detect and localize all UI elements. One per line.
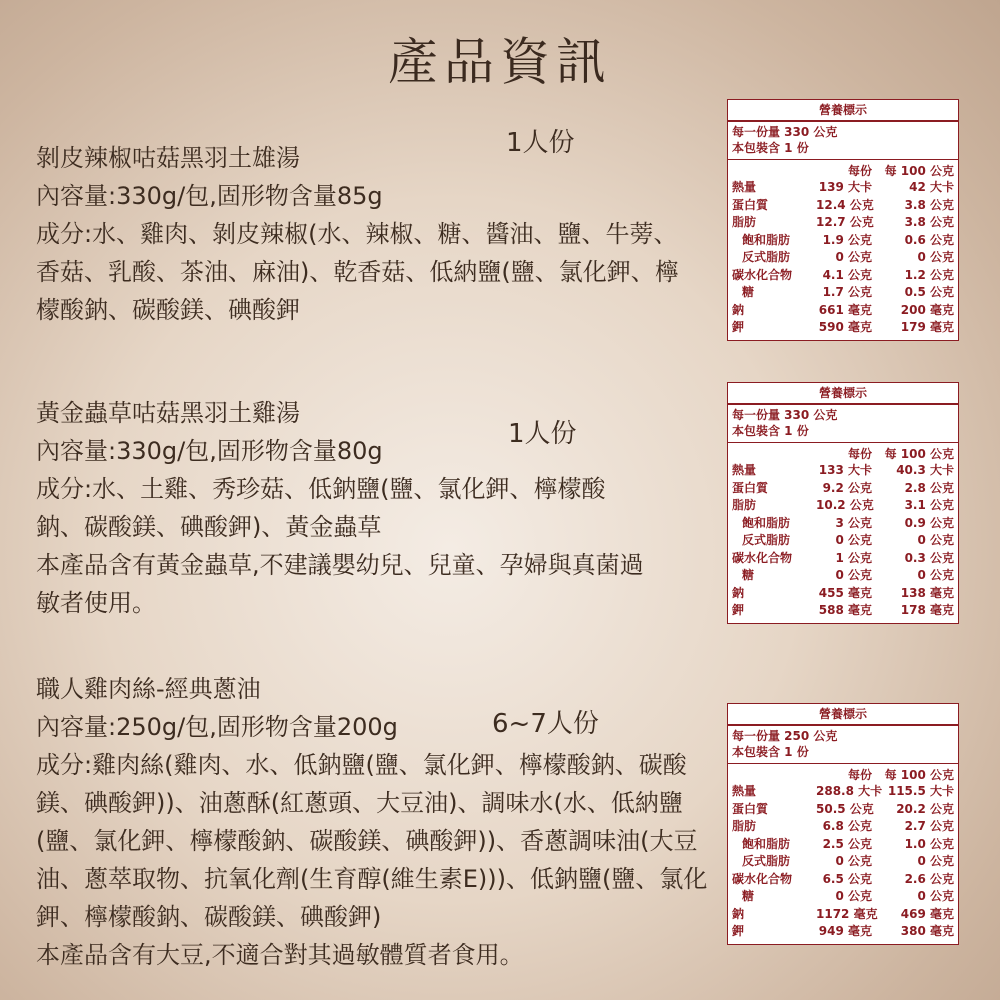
value-per-serving: 12.4 公克 xyxy=(816,197,874,212)
nutrition-row xyxy=(728,567,958,585)
product-ingredients-line: 成分:雞肉絲(雞肉、水、低鈉鹽(鹽、氯化鉀、檸檬酸鈉、碳酸 xyxy=(36,751,687,779)
product-ingredients-line: 成分:水、土雞、秀珍菇、低鈉鹽(鹽、氯化鉀、檸檬酸 xyxy=(36,475,606,503)
portion-label: 1人份 xyxy=(508,419,577,449)
value-per-serving: 50.5 公克 xyxy=(816,801,874,816)
value-per-serving: 949 毫克 xyxy=(818,924,872,938)
nutrition-row xyxy=(728,232,958,250)
product-name: 黃金蟲草咕菇黑羽土雞湯 xyxy=(36,399,300,427)
nutrition-row xyxy=(728,197,958,215)
product-ingredients-line: 香菇、乳酸、茶油、麻油)、乾香菇、低納鹽(鹽、氯化鉀、檸 xyxy=(36,258,679,286)
value-per-100g: 20.2 公克 xyxy=(896,801,954,816)
nutrition-row xyxy=(728,801,958,819)
nutrition-row xyxy=(728,923,958,941)
nutrition-serving-info xyxy=(728,726,958,764)
nutrient-name: 脂肪 xyxy=(732,819,757,833)
nutrient-name: 鈉 xyxy=(732,585,745,600)
nutrition-title: 營養標示 xyxy=(728,383,958,405)
nutrition-row xyxy=(728,906,958,924)
value-per-serving: 0 公克 xyxy=(835,250,872,264)
nutrient-name: 熱量 xyxy=(732,463,757,477)
nutrition-rows xyxy=(728,462,958,623)
nutrition-row xyxy=(728,249,958,267)
value-per-100g: 1.0 公克 xyxy=(904,836,954,851)
value-per-100g: 469 毫克 xyxy=(900,906,954,921)
value-per-100g: 115.5 大卡 xyxy=(887,784,954,798)
product-ingredients-line: 檬酸鈉、碳酸鎂、碘酸鉀 xyxy=(36,296,300,324)
nutrition-title: 營養標示 xyxy=(728,100,958,122)
product-name: 職人雞肉絲-經典蔥油 xyxy=(36,675,261,703)
value-per-100g: 3.8 公克 xyxy=(904,197,954,212)
value-per-serving: 661 毫克 xyxy=(818,302,872,317)
value-per-serving: 288.8 大卡 xyxy=(816,784,883,798)
nutrition-row xyxy=(728,602,958,620)
nutrition-row xyxy=(728,214,958,232)
value-per-100g: 138 毫克 xyxy=(900,585,954,600)
value-per-100g: 0.9 公克 xyxy=(904,515,954,530)
nutrition-row xyxy=(728,818,958,836)
value-per-100g: 0.6 公克 xyxy=(904,232,954,247)
nutrition-row xyxy=(728,480,958,498)
value-per-100g: 1.2 公克 xyxy=(904,267,954,282)
value-per-serving: 3 公克 xyxy=(835,515,872,530)
value-per-100g: 0 公克 xyxy=(917,854,954,868)
nutrient-name: 鉀 xyxy=(732,924,745,938)
nutrient-name: 糖 xyxy=(742,285,755,299)
nutrient-name: 反式脂肪 xyxy=(742,250,791,264)
value-per-100g: 42 大卡 xyxy=(909,180,954,194)
nutrient-name: 鉀 xyxy=(732,603,745,617)
value-per-serving: 0 公克 xyxy=(835,854,872,868)
nutrition-rows xyxy=(728,783,958,944)
value-per-serving: 0 公克 xyxy=(835,533,872,547)
nutrient-name: 蛋白質 xyxy=(732,197,769,212)
value-per-100g: 3.8 公克 xyxy=(904,215,954,229)
nutrient-name: 碳水化合物 xyxy=(732,871,793,886)
nutrition-row xyxy=(728,871,958,889)
value-per-100g: 0.3 公克 xyxy=(904,550,954,565)
product-ingredients-line: (鹽、氯化鉀、檸檬酸鈉、碳酸鎂、碘酸鉀))、香蔥調味油(大豆 xyxy=(36,827,698,855)
nutrition-header xyxy=(728,443,958,462)
product-warning-line: 本產品含有大豆,不適合對其過敏體質者食用。 xyxy=(36,941,524,969)
value-per-100g: 2.7 公克 xyxy=(904,819,954,833)
value-per-serving: 590 毫克 xyxy=(818,320,872,334)
value-per-100g: 2.8 公克 xyxy=(904,480,954,495)
value-per-100g: 0 公克 xyxy=(917,568,954,582)
nutrition-table xyxy=(727,703,959,945)
nutrition-table xyxy=(727,382,959,624)
nutrition-row xyxy=(728,179,958,197)
nutrition-rows xyxy=(728,179,958,340)
value-per-100g: 3.1 公克 xyxy=(904,498,954,512)
value-per-serving: 455 毫克 xyxy=(818,585,872,600)
value-per-serving: 139 大卡 xyxy=(818,180,872,194)
value-per-100g: 0.5 公克 xyxy=(904,285,954,299)
value-per-serving: 6.8 公克 xyxy=(822,819,872,833)
product-ingredients-line: 成分:水、雞肉、剝皮辣椒(水、辣椒、糖、醬油、鹽、牛蒡、 xyxy=(36,220,678,248)
value-per-serving: 2.5 公克 xyxy=(822,836,872,851)
col-per-serving: 每份 xyxy=(847,447,872,461)
nutrient-name: 糖 xyxy=(742,568,755,582)
nutrient-name: 蛋白質 xyxy=(732,801,769,816)
col-per-serving: 每份 xyxy=(847,768,872,782)
value-per-serving: 4.1 公克 xyxy=(822,267,872,282)
nutrient-name: 反式脂肪 xyxy=(742,854,791,868)
product-1 xyxy=(36,139,726,329)
value-per-serving: 1 公克 xyxy=(835,550,872,565)
nutrient-name: 鈉 xyxy=(732,302,745,317)
value-per-serving: 1.9 公克 xyxy=(822,232,872,247)
nutrient-name: 熱量 xyxy=(732,180,757,194)
col-per-100g: 每 100 公克 xyxy=(884,164,954,178)
product-content-line: 內容量:250g/包,固形物含量200g xyxy=(36,713,398,741)
nutrition-serving-info xyxy=(728,405,958,443)
value-per-serving: 6.5 公克 xyxy=(822,871,872,886)
nutrition-table xyxy=(727,99,959,341)
product-warning-line: 本產品含有黃金蟲草,不建議嬰幼兒、兒童、孕婦與真菌過 xyxy=(36,551,644,579)
product-ingredients-line: 鉀、檸檬酸鈉、碳酸鎂、碘酸鉀) xyxy=(36,903,382,931)
nutrient-name: 鈉 xyxy=(732,906,745,921)
nutrition-row xyxy=(728,783,958,801)
product-ingredients-line: 油、蔥萃取物、抗氧化劑(生育醇(維生素E)))、低鈉鹽(鹽、氯化 xyxy=(36,865,708,893)
product-ingredients-line: 鈉、碳酸鎂、碘酸鉀)、黃金蟲草 xyxy=(36,513,382,541)
value-per-serving: 10.2 公克 xyxy=(816,498,874,512)
col-per-100g: 每 100 公克 xyxy=(884,447,954,461)
nutrition-header xyxy=(728,764,958,783)
value-per-serving: 1172 毫克 xyxy=(816,906,878,921)
value-per-serving: 0 公克 xyxy=(835,889,872,903)
value-per-100g: 179 毫克 xyxy=(900,320,954,334)
nutrient-name: 飽和脂肪 xyxy=(742,232,791,247)
nutrition-row xyxy=(728,888,958,906)
nutrient-name: 熱量 xyxy=(732,784,757,798)
value-per-100g: 380 毫克 xyxy=(900,924,954,938)
product-name: 剝皮辣椒咕菇黑羽土雄湯 xyxy=(36,144,300,172)
product-ingredients-line: 鎂、碘酸鉀))、油蔥酥(紅蔥頭、大豆油)、調味水(水、低納鹽 xyxy=(36,789,683,817)
page-title: 產品資訊 xyxy=(388,33,612,91)
product-content-line: 內容量:330g/包,固形物含量80g xyxy=(36,437,383,465)
serving-size: 每一份量 330 公克 xyxy=(732,408,838,422)
nutrition-row xyxy=(728,515,958,533)
serving-size: 每一份量 330 公克 xyxy=(732,125,838,139)
value-per-100g: 0 公克 xyxy=(917,889,954,903)
nutrient-name: 脂肪 xyxy=(732,215,757,229)
nutrition-row xyxy=(728,497,958,515)
nutrition-row xyxy=(728,550,958,568)
value-per-100g: 178 毫克 xyxy=(900,603,954,617)
product-3 xyxy=(36,670,726,974)
value-per-serving: 1.7 公克 xyxy=(822,285,872,299)
serving-size: 每一份量 250 公克 xyxy=(732,729,838,743)
nutrient-name: 碳水化合物 xyxy=(732,267,793,282)
nutrient-name: 飽和脂肪 xyxy=(742,836,791,851)
product-2 xyxy=(36,394,726,622)
product-warning-line: 敏者使用。 xyxy=(36,589,156,617)
value-per-serving: 0 公克 xyxy=(835,568,872,582)
nutrition-title: 營養標示 xyxy=(728,704,958,726)
value-per-100g: 0 公克 xyxy=(917,250,954,264)
nutrient-name: 飽和脂肪 xyxy=(742,515,791,530)
value-per-100g: 40.3 大卡 xyxy=(896,463,954,477)
nutrition-header xyxy=(728,160,958,179)
value-per-100g: 0 公克 xyxy=(917,533,954,547)
nutrition-row xyxy=(728,532,958,550)
value-per-100g: 2.6 公克 xyxy=(904,871,954,886)
portion-label: 1人份 xyxy=(506,128,575,158)
value-per-100g: 200 毫克 xyxy=(900,302,954,317)
product-content-line: 內容量:330g/包,固形物含量85g xyxy=(36,182,383,210)
nutrition-row xyxy=(728,319,958,337)
nutrition-row xyxy=(728,462,958,480)
value-per-serving: 133 大卡 xyxy=(818,463,872,477)
portion-label: 6~7人份 xyxy=(492,709,599,739)
nutrition-row xyxy=(728,836,958,854)
col-per-serving: 每份 xyxy=(847,164,872,178)
nutrition-row xyxy=(728,267,958,285)
nutrient-name: 脂肪 xyxy=(732,498,757,512)
nutrition-row xyxy=(728,284,958,302)
value-per-serving: 12.7 公克 xyxy=(816,215,874,229)
nutrition-serving-info xyxy=(728,122,958,160)
servings-per-package: 本包裝含 1 份 xyxy=(732,141,809,155)
servings-per-package: 本包裝含 1 份 xyxy=(732,745,809,759)
nutrition-row xyxy=(728,302,958,320)
nutrient-name: 蛋白質 xyxy=(732,480,769,495)
nutrient-name: 鉀 xyxy=(732,320,745,334)
nutrient-name: 碳水化合物 xyxy=(732,550,793,565)
value-per-serving: 588 毫克 xyxy=(818,603,872,617)
nutrition-row xyxy=(728,585,958,603)
value-per-serving: 9.2 公克 xyxy=(822,480,872,495)
nutrient-name: 糖 xyxy=(742,889,755,903)
col-per-100g: 每 100 公克 xyxy=(884,768,954,782)
servings-per-package: 本包裝含 1 份 xyxy=(732,424,809,438)
nutrient-name: 反式脂肪 xyxy=(742,533,791,547)
nutrition-row xyxy=(728,853,958,871)
